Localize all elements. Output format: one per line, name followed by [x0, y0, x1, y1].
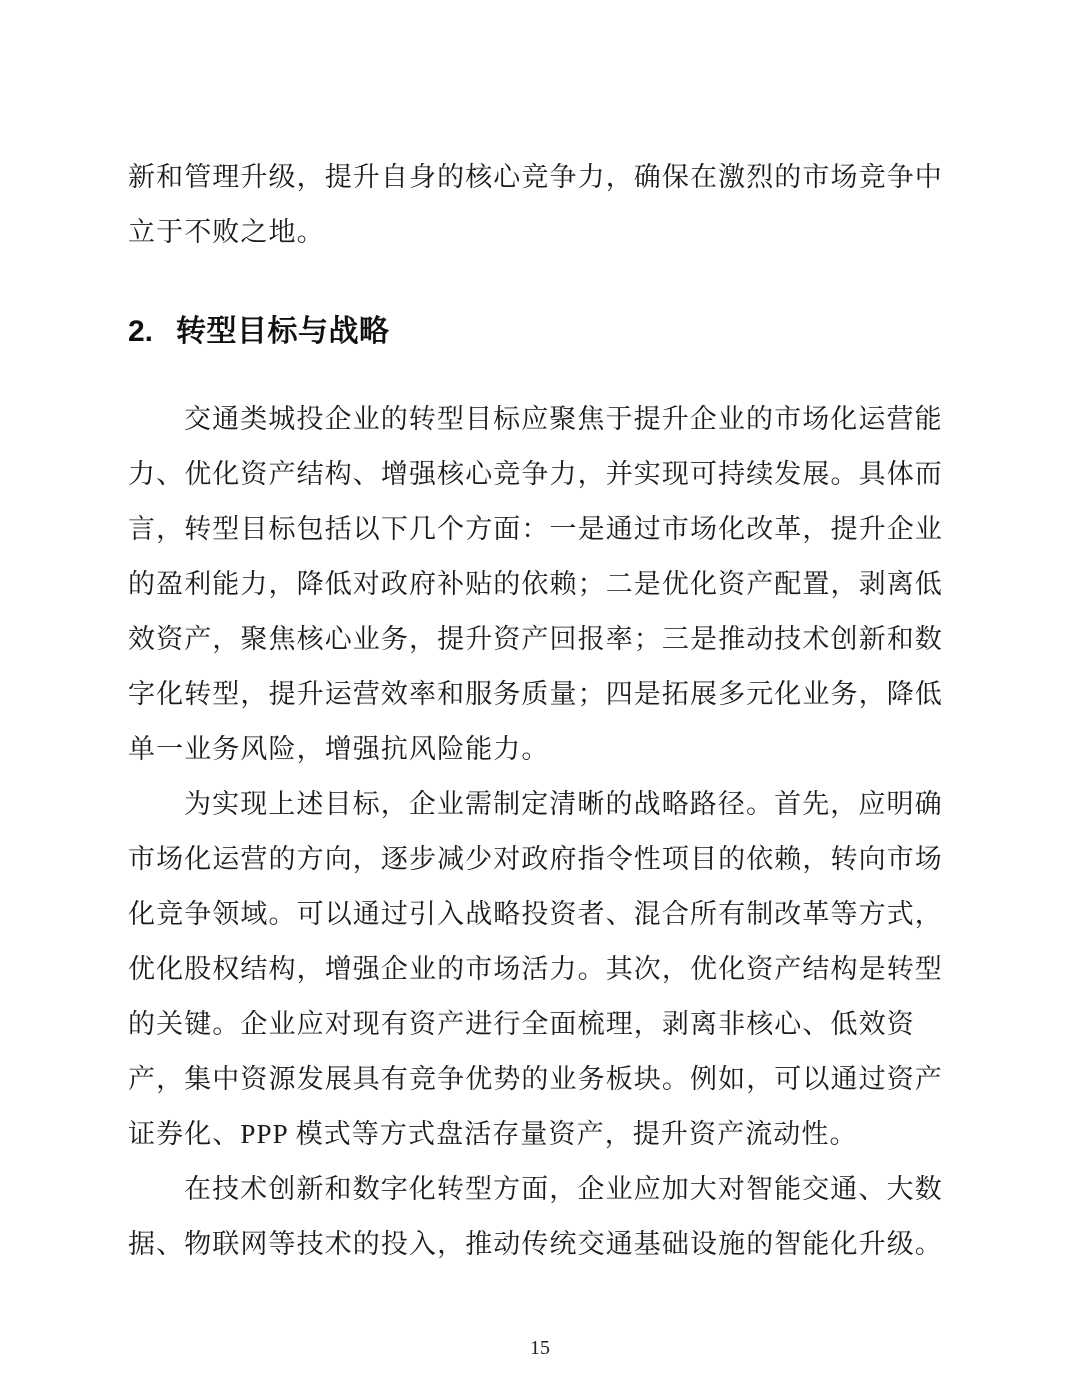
text-line: 市场化运营的方向，逐步减少对政府指令性项目的依赖，转向市场 [128, 844, 943, 874]
page-number: 15 [530, 1337, 550, 1359]
text-line: 优化股权结构，增强企业的市场活力。其次，优化资产结构是转型 [128, 954, 943, 984]
text-line: 新和管理升级，提升自身的核心竞争力，确保在激烈的市场竞争中 [128, 162, 943, 192]
text-line: 为实现上述目标，企业需制定清晰的战略路径。首先，应明确 [184, 789, 943, 819]
text-line: 交通类城投企业的转型目标应聚焦于提升企业的市场化运营能 [184, 404, 943, 434]
section-number: 2. [128, 315, 154, 348]
text-line: 证券化、PPP 模式等方式盘活存量资产，提升资产流动性。 [128, 1119, 858, 1149]
text-line: 效资产，聚焦核心业务，提升资产回报率；三是推动技术创新和数 [128, 624, 943, 654]
section-heading [128, 307, 390, 357]
text-line: 立于不败之地。 [128, 217, 325, 247]
text-line: 化竞争领域。可以通过引入战略投资者、混合所有制改革等方式， [128, 899, 943, 929]
text-line: 单一业务风险，增强抗风险能力。 [128, 734, 550, 764]
text-line: 产，集中资源发展具有竞争优势的业务板块。例如，可以通过资产 [128, 1064, 943, 1094]
text-line: 据、物联网等技术的投入，推动传统交通基础设施的智能化升级。 [128, 1229, 943, 1259]
paragraph-3 [128, 1162, 958, 1272]
text-line: 的关键。企业应对现有资产进行全面梳理，剥离非核心、低效资 [128, 1009, 915, 1039]
text-line: 在技术创新和数字化转型方面，企业应加大对智能交通、大数 [184, 1174, 943, 1204]
text-line: 的盈利能力，降低对政府补贴的依赖；二是优化资产配置，剥离低 [128, 569, 943, 599]
text-line: 言，转型目标包括以下几个方面：一是通过市场化改革，提升企业 [128, 514, 943, 544]
text-line: 力、优化资产结构、增强核心竞争力，并实现可持续发展。具体而 [128, 459, 943, 489]
section-title: 转型目标与战略 [176, 315, 390, 348]
paragraph-2 [128, 777, 958, 1162]
section-body [128, 392, 958, 1272]
paragraph-1 [128, 392, 958, 777]
text-line: 字化转型，提升运营效率和服务质量；四是拓展多元化业务，降低 [128, 679, 943, 709]
intro-paragraph [128, 150, 958, 260]
